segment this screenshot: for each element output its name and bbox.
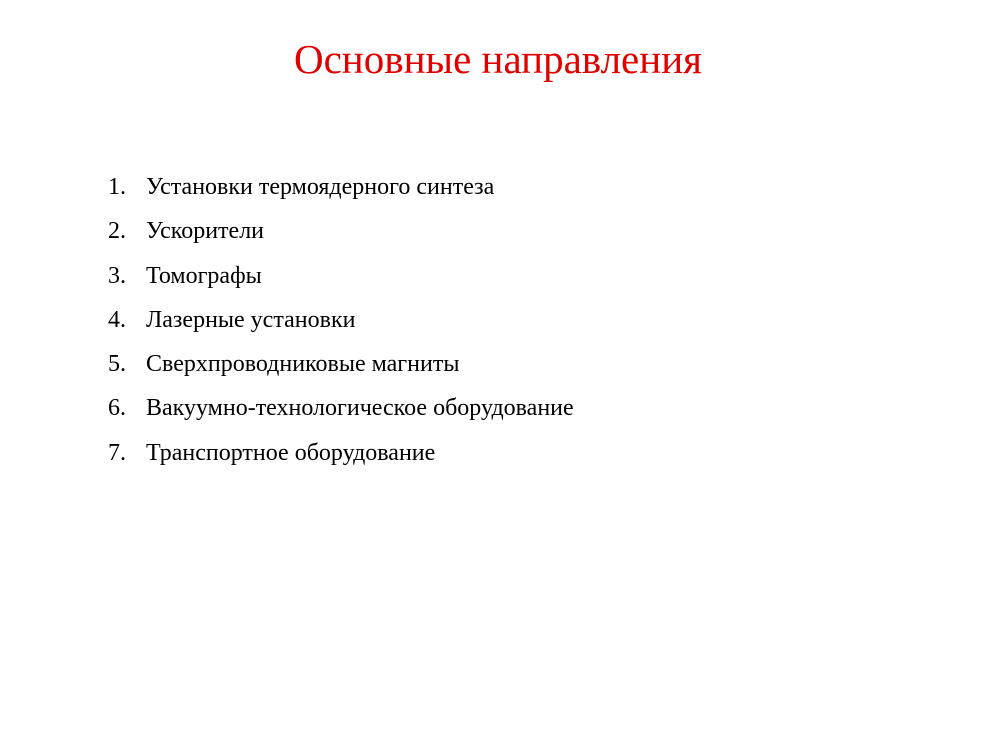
list-item [108,211,574,255]
list-item-text: Ускорители [146,218,265,245]
list-item-number: 5. [108,351,126,378]
list-item-text: Установки термоядерного синтеза [146,174,495,200]
list-item [108,344,574,388]
list-item-number: 1. [108,174,126,200]
list-item [108,388,574,432]
list-item-number: 6. [108,395,126,422]
list-item-number: 4. [108,306,126,333]
slide-title: Основные направления [294,36,702,82]
list-item [108,300,574,344]
list-item [108,256,574,300]
directions-list [108,167,574,477]
list-item-text: Сверхпроводниковые магниты [146,351,460,378]
list-item-text: Вакуумно-технологическое оборудование [146,395,574,422]
list-item-text: Лазерные установки [146,306,356,333]
list-item-number: 7. [108,439,126,466]
list-item-number: 3. [108,262,126,289]
list-item-text: Томографы [146,262,262,289]
list-item [108,433,574,477]
list-item [108,167,574,211]
list-item-number: 2. [108,218,126,245]
list-item-text: Транспортное оборудование [146,439,436,466]
